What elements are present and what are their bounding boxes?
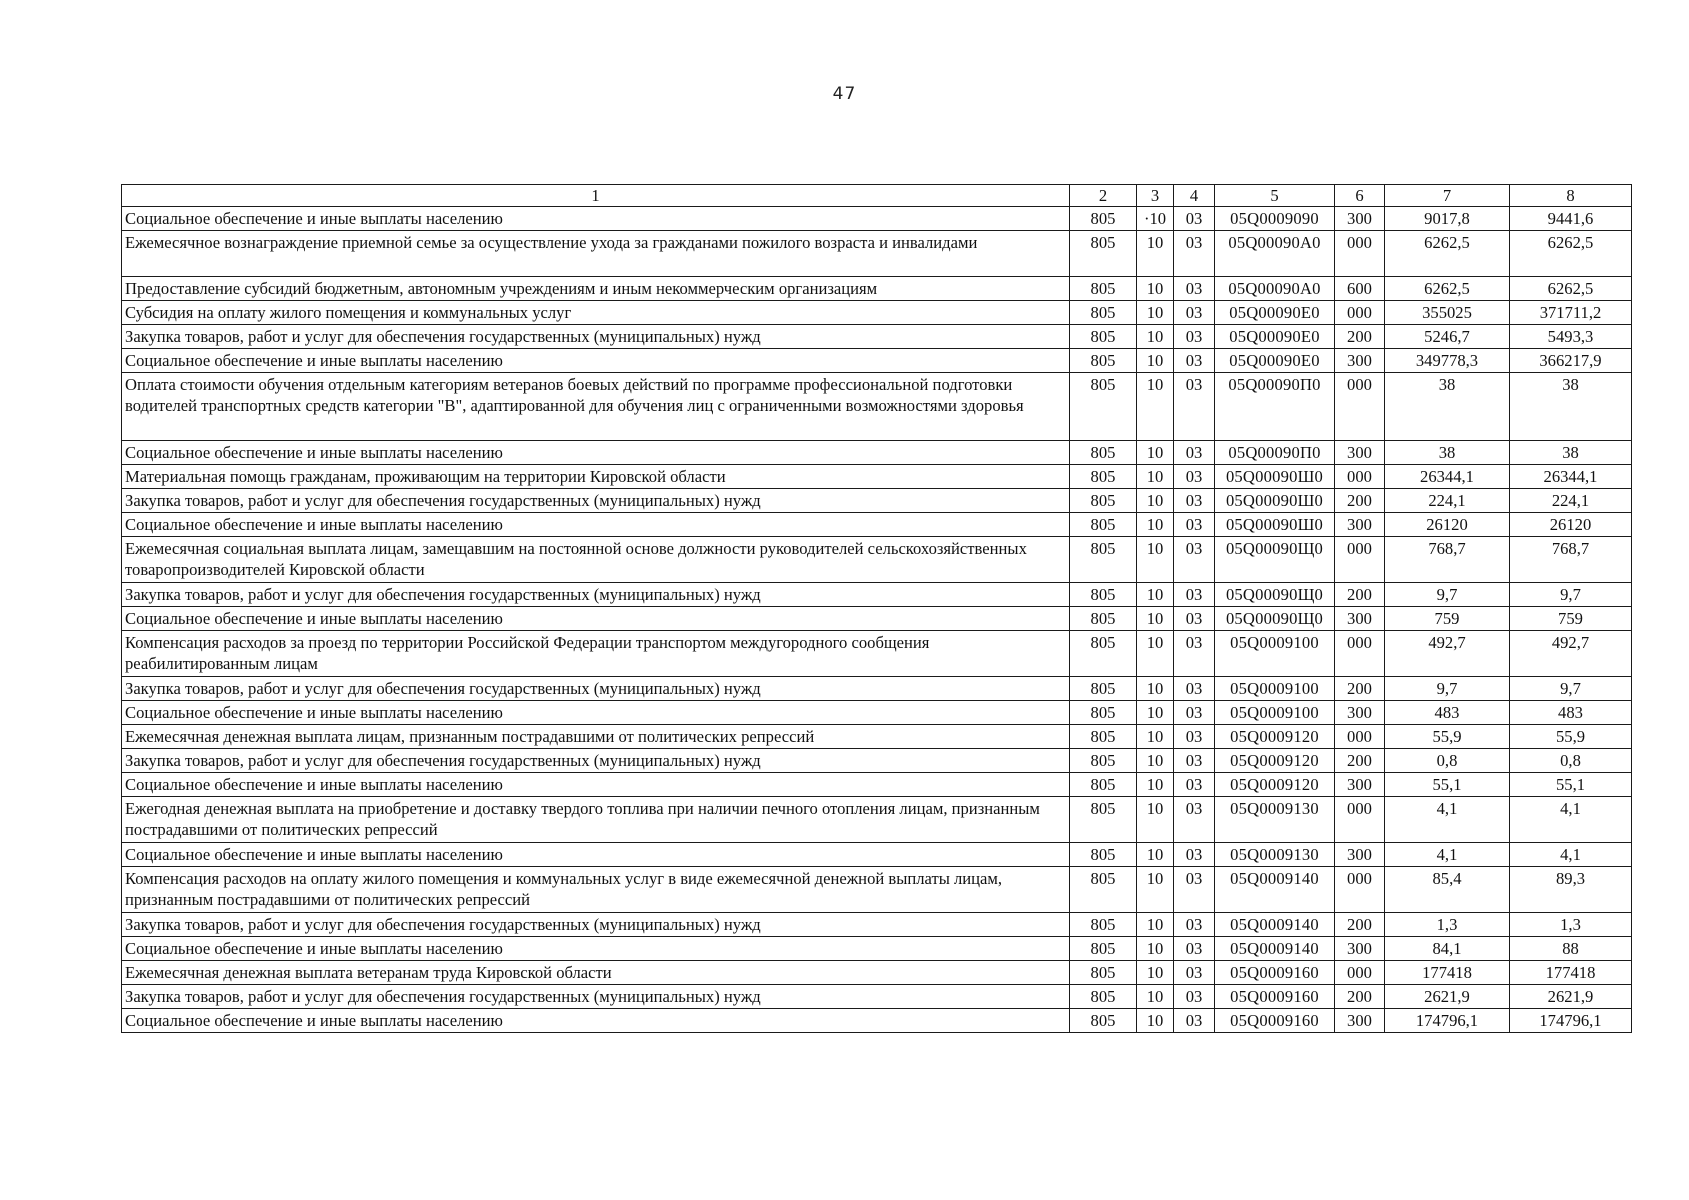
column-header: 2 [1070,185,1137,207]
cell-ministry-code: 805 [1070,797,1137,843]
cell-amount-year-1: 355025 [1385,301,1510,325]
cell-section: ·10 [1137,207,1174,231]
table-row [122,537,1632,583]
cell-amount-year-2: 371711,2 [1510,301,1632,325]
table-row [122,231,1632,277]
cell-ministry-code: 805 [1070,465,1137,489]
cell-target-article: 05Q0009100 [1215,631,1335,677]
cell-expense-type: 000 [1335,231,1385,277]
cell-amount-year-2: 89,3 [1510,867,1632,913]
cell-amount-year-1: 85,4 [1385,867,1510,913]
table-body [122,207,1632,1033]
cell-target-article: 05Q0009140 [1215,867,1335,913]
cell-amount-year-1: 492,7 [1385,631,1510,677]
cell-description: Социальное обеспечение и иные выплаты населению [122,937,1070,961]
cell-description: Закупка товаров, работ и услуг для обеспечения государственных (муниципальных) нужд [122,749,1070,773]
cell-amount-year-1: 4,1 [1385,843,1510,867]
cell-amount-year-1: 1,3 [1385,913,1510,937]
cell-expense-type: 200 [1335,677,1385,701]
cell-ministry-code: 805 [1070,489,1137,513]
cell-amount-year-1: 26344,1 [1385,465,1510,489]
cell-description: Закупка товаров, работ и услуг для обеспечения государственных (муниципальных) нужд [122,677,1070,701]
cell-amount-year-2: 4,1 [1510,797,1632,843]
table-row [122,441,1632,465]
cell-amount-year-1: 759 [1385,607,1510,631]
cell-subsection: 03 [1174,489,1215,513]
cell-amount-year-2: 6262,5 [1510,231,1632,277]
cell-section: 10 [1137,843,1174,867]
cell-ministry-code: 805 [1070,867,1137,913]
cell-description: Ежемесячная социальная выплата лицам, замещавшим на постоянной основе должности руководителей сельскохозяйственных товаропроизводителей Кировской области [122,537,1070,583]
cell-target-article: 05Q0009140 [1215,937,1335,961]
cell-description: Закупка товаров, работ и услуг для обеспечения государственных (муниципальных) нужд [122,583,1070,607]
cell-target-article: 05Q00090Щ0 [1215,607,1335,631]
table-row [122,773,1632,797]
cell-subsection: 03 [1174,465,1215,489]
cell-amount-year-1: 9,7 [1385,677,1510,701]
cell-ministry-code: 805 [1070,961,1137,985]
cell-description: Компенсация расходов за проезд по территории Российской Федерации транспортом междугородного сообщения реабилитированным лицам [122,631,1070,677]
column-header: 5 [1215,185,1335,207]
cell-amount-year-1: 6262,5 [1385,277,1510,301]
column-header: 8 [1510,185,1632,207]
cell-expense-type: 200 [1335,985,1385,1009]
cell-ministry-code: 805 [1070,325,1137,349]
table-row [122,677,1632,701]
cell-description: Оплата стоимости обучения отдельным категориям ветеранов боевых действий по программе профессиональной подготовки водителей транспортных средств категории "В", адаптированной для обучения лиц с ограниченными возможностями здоровья [122,373,1070,441]
cell-expense-type: 300 [1335,937,1385,961]
cell-ministry-code: 805 [1070,677,1137,701]
cell-section: 10 [1137,231,1174,277]
cell-ministry-code: 805 [1070,301,1137,325]
cell-subsection: 03 [1174,749,1215,773]
cell-amount-year-2: 9,7 [1510,583,1632,607]
table-row [122,207,1632,231]
column-header: 3 [1137,185,1174,207]
cell-amount-year-2: 9441,6 [1510,207,1632,231]
cell-section: 10 [1137,607,1174,631]
cell-description: Закупка товаров, работ и услуг для обеспечения государственных (муниципальных) нужд [122,325,1070,349]
table-row [122,631,1632,677]
cell-amount-year-1: 6262,5 [1385,231,1510,277]
cell-expense-type: 600 [1335,277,1385,301]
cell-amount-year-2: 55,9 [1510,725,1632,749]
table-row [122,985,1632,1009]
cell-target-article: 05Q0009120 [1215,725,1335,749]
cell-amount-year-2: 26344,1 [1510,465,1632,489]
cell-section: 10 [1137,489,1174,513]
cell-expense-type: 000 [1335,867,1385,913]
table-row [122,465,1632,489]
cell-amount-year-2: 38 [1510,373,1632,441]
cell-subsection: 03 [1174,937,1215,961]
cell-target-article: 05Q00090A0 [1215,277,1335,301]
cell-expense-type: 200 [1335,913,1385,937]
cell-amount-year-1: 38 [1385,441,1510,465]
cell-section: 10 [1137,373,1174,441]
table-row [122,301,1632,325]
cell-expense-type: 200 [1335,489,1385,513]
cell-target-article: 05Q0009130 [1215,797,1335,843]
cell-section: 10 [1137,583,1174,607]
table-row [122,325,1632,349]
cell-amount-year-1: 177418 [1385,961,1510,985]
cell-expense-type: 200 [1335,583,1385,607]
cell-section: 10 [1137,937,1174,961]
cell-expense-type: 000 [1335,961,1385,985]
cell-subsection: 03 [1174,277,1215,301]
cell-section: 10 [1137,441,1174,465]
cell-description: Социальное обеспечение и иные выплаты населению [122,441,1070,465]
cell-amount-year-1: 55,9 [1385,725,1510,749]
cell-description: Ежемесячная денежная выплата ветеранам труда Кировской области [122,961,1070,985]
cell-expense-type: 300 [1335,513,1385,537]
cell-amount-year-1: 224,1 [1385,489,1510,513]
cell-description: Закупка товаров, работ и услуг для обеспечения государственных (муниципальных) нужд [122,985,1070,1009]
cell-description: Социальное обеспечение и иные выплаты населению [122,513,1070,537]
page-number: 47 [832,84,857,104]
cell-amount-year-1: 2621,9 [1385,985,1510,1009]
cell-section: 10 [1137,797,1174,843]
table-row [122,489,1632,513]
cell-ministry-code: 805 [1070,207,1137,231]
cell-description: Закупка товаров, работ и услуг для обеспечения государственных (муниципальных) нужд [122,489,1070,513]
cell-section: 10 [1137,1009,1174,1033]
column-header: 7 [1385,185,1510,207]
cell-target-article: 05Q00090Щ0 [1215,583,1335,607]
cell-subsection: 03 [1174,797,1215,843]
cell-ministry-code: 805 [1070,701,1137,725]
cell-ministry-code: 805 [1070,843,1137,867]
cell-target-article: 05Q00090Щ0 [1215,537,1335,583]
cell-section: 10 [1137,631,1174,677]
cell-description: Социальное обеспечение и иные выплаты населению [122,1009,1070,1033]
cell-ministry-code: 805 [1070,277,1137,301]
cell-section: 10 [1137,465,1174,489]
cell-subsection: 03 [1174,301,1215,325]
cell-expense-type: 300 [1335,607,1385,631]
cell-amount-year-2: 1,3 [1510,913,1632,937]
cell-section: 10 [1137,513,1174,537]
cell-amount-year-2: 759 [1510,607,1632,631]
cell-amount-year-1: 768,7 [1385,537,1510,583]
cell-subsection: 03 [1174,349,1215,373]
cell-expense-type: 300 [1335,701,1385,725]
cell-subsection: 03 [1174,701,1215,725]
cell-expense-type: 300 [1335,1009,1385,1033]
cell-subsection: 03 [1174,773,1215,797]
cell-amount-year-2: 177418 [1510,961,1632,985]
cell-expense-type: 000 [1335,301,1385,325]
cell-amount-year-2: 4,1 [1510,843,1632,867]
cell-amount-year-1: 9017,8 [1385,207,1510,231]
cell-section: 10 [1137,349,1174,373]
cell-expense-type: 300 [1335,207,1385,231]
cell-ministry-code: 805 [1070,607,1137,631]
cell-amount-year-1: 26120 [1385,513,1510,537]
cell-expense-type: 000 [1335,797,1385,843]
cell-target-article: 05Q0009140 [1215,913,1335,937]
cell-target-article: 05Q0009090 [1215,207,1335,231]
table-row [122,513,1632,537]
budget-table [121,184,1632,1033]
cell-amount-year-2: 88 [1510,937,1632,961]
cell-description: Субсидия на оплату жилого помещения и коммунальных услуг [122,301,1070,325]
cell-amount-year-2: 6262,5 [1510,277,1632,301]
cell-subsection: 03 [1174,985,1215,1009]
cell-section: 10 [1137,725,1174,749]
cell-target-article: 05Q0009160 [1215,961,1335,985]
cell-amount-year-1: 0,8 [1385,749,1510,773]
table-row [122,583,1632,607]
cell-expense-type: 200 [1335,749,1385,773]
cell-target-article: 05Q0009160 [1215,985,1335,1009]
cell-ministry-code: 805 [1070,537,1137,583]
cell-expense-type: 200 [1335,325,1385,349]
cell-amount-year-1: 55,1 [1385,773,1510,797]
table-row [122,867,1632,913]
cell-target-article: 05Q0009130 [1215,843,1335,867]
cell-amount-year-1: 9,7 [1385,583,1510,607]
cell-amount-year-1: 5246,7 [1385,325,1510,349]
cell-amount-year-1: 4,1 [1385,797,1510,843]
column-header: 1 [122,185,1070,207]
cell-description: Ежегодная денежная выплата на приобретение и доставку твердого топлива при наличии печного отопления лицам, признанным пострадавшими от политических репрессий [122,797,1070,843]
cell-ministry-code: 805 [1070,937,1137,961]
cell-target-article: 05Q00090E0 [1215,301,1335,325]
cell-amount-year-2: 0,8 [1510,749,1632,773]
cell-target-article: 05Q00090П0 [1215,441,1335,465]
cell-subsection: 03 [1174,537,1215,583]
cell-target-article: 05Q0009120 [1215,773,1335,797]
cell-target-article: 05Q0009120 [1215,749,1335,773]
cell-amount-year-1: 349778,3 [1385,349,1510,373]
cell-expense-type: 000 [1335,631,1385,677]
cell-subsection: 03 [1174,843,1215,867]
cell-expense-type: 000 [1335,465,1385,489]
cell-amount-year-1: 38 [1385,373,1510,441]
cell-amount-year-2: 366217,9 [1510,349,1632,373]
cell-target-article: 05Q0009100 [1215,701,1335,725]
cell-section: 10 [1137,773,1174,797]
cell-section: 10 [1137,701,1174,725]
cell-amount-year-2: 2621,9 [1510,985,1632,1009]
cell-expense-type: 000 [1335,537,1385,583]
table-row [122,277,1632,301]
cell-expense-type: 300 [1335,349,1385,373]
table-row [122,1009,1632,1033]
cell-subsection: 03 [1174,583,1215,607]
column-header: 4 [1174,185,1215,207]
cell-expense-type: 300 [1335,441,1385,465]
cell-target-article: 05Q00090E0 [1215,349,1335,373]
cell-subsection: 03 [1174,961,1215,985]
cell-subsection: 03 [1174,207,1215,231]
cell-subsection: 03 [1174,513,1215,537]
cell-amount-year-2: 224,1 [1510,489,1632,513]
cell-ministry-code: 805 [1070,583,1137,607]
cell-amount-year-2: 174796,1 [1510,1009,1632,1033]
cell-subsection: 03 [1174,441,1215,465]
cell-ministry-code: 805 [1070,349,1137,373]
cell-section: 10 [1137,961,1174,985]
cell-subsection: 03 [1174,867,1215,913]
table-row [122,607,1632,631]
table-row [122,749,1632,773]
cell-amount-year-2: 55,1 [1510,773,1632,797]
cell-section: 10 [1137,301,1174,325]
table-row [122,937,1632,961]
cell-target-article: 05Q00090Ш0 [1215,513,1335,537]
cell-amount-year-2: 38 [1510,441,1632,465]
table-row [122,373,1632,441]
cell-description: Социальное обеспечение и иные выплаты населению [122,349,1070,373]
cell-ministry-code: 805 [1070,373,1137,441]
cell-description: Материальная помощь гражданам, проживающим на территории Кировской области [122,465,1070,489]
cell-expense-type: 000 [1335,373,1385,441]
cell-ministry-code: 805 [1070,985,1137,1009]
cell-ministry-code: 805 [1070,231,1137,277]
table-row [122,843,1632,867]
cell-ministry-code: 805 [1070,631,1137,677]
cell-section: 10 [1137,537,1174,583]
cell-ministry-code: 805 [1070,513,1137,537]
cell-subsection: 03 [1174,607,1215,631]
cell-ministry-code: 805 [1070,913,1137,937]
cell-ministry-code: 805 [1070,749,1137,773]
cell-target-article: 05Q00090П0 [1215,373,1335,441]
cell-amount-year-2: 768,7 [1510,537,1632,583]
cell-amount-year-1: 84,1 [1385,937,1510,961]
cell-description: Социальное обеспечение и иные выплаты населению [122,701,1070,725]
cell-subsection: 03 [1174,231,1215,277]
cell-section: 10 [1137,985,1174,1009]
cell-ministry-code: 805 [1070,773,1137,797]
cell-ministry-code: 805 [1070,441,1137,465]
cell-expense-type: 300 [1335,843,1385,867]
cell-amount-year-2: 483 [1510,701,1632,725]
cell-target-article: 05Q00090Ш0 [1215,489,1335,513]
cell-amount-year-2: 5493,3 [1510,325,1632,349]
cell-description: Социальное обеспечение и иные выплаты населению [122,607,1070,631]
cell-target-article: 05Q00090A0 [1215,231,1335,277]
cell-description: Социальное обеспечение и иные выплаты населению [122,843,1070,867]
cell-ministry-code: 805 [1070,725,1137,749]
cell-subsection: 03 [1174,913,1215,937]
header-row [122,185,1632,207]
table-row [122,701,1632,725]
cell-description: Ежемесячная денежная выплата лицам, признанным пострадавшими от политических репрессий [122,725,1070,749]
table-row [122,797,1632,843]
cell-description: Социальное обеспечение и иные выплаты населению [122,207,1070,231]
cell-description: Социальное обеспечение и иные выплаты населению [122,773,1070,797]
table-row [122,349,1632,373]
cell-subsection: 03 [1174,1009,1215,1033]
cell-target-article: 05Q0009100 [1215,677,1335,701]
column-header: 6 [1335,185,1385,207]
cell-subsection: 03 [1174,373,1215,441]
cell-section: 10 [1137,867,1174,913]
cell-target-article: 05Q00090Ш0 [1215,465,1335,489]
cell-section: 10 [1137,749,1174,773]
cell-amount-year-1: 174796,1 [1385,1009,1510,1033]
cell-subsection: 03 [1174,725,1215,749]
table-row [122,725,1632,749]
cell-subsection: 03 [1174,677,1215,701]
cell-section: 10 [1137,913,1174,937]
cell-subsection: 03 [1174,325,1215,349]
cell-amount-year-2: 26120 [1510,513,1632,537]
cell-ministry-code: 805 [1070,1009,1137,1033]
cell-description: Предоставление субсидий бюджетным, автономным учреждениям и иным некоммерческим организациям [122,277,1070,301]
cell-description: Закупка товаров, работ и услуг для обеспечения государственных (муниципальных) нужд [122,913,1070,937]
table-row [122,913,1632,937]
cell-section: 10 [1137,325,1174,349]
cell-section: 10 [1137,677,1174,701]
cell-subsection: 03 [1174,631,1215,677]
cell-amount-year-1: 483 [1385,701,1510,725]
cell-section: 10 [1137,277,1174,301]
cell-amount-year-2: 9,7 [1510,677,1632,701]
cell-expense-type: 000 [1335,725,1385,749]
table-row [122,961,1632,985]
cell-description: Компенсация расходов на оплату жилого помещения и коммунальных услуг в виде ежемесячной денежной выплаты лицам, признанным пострадавшими от политических репрессий [122,867,1070,913]
cell-amount-year-2: 492,7 [1510,631,1632,677]
cell-target-article: 05Q0009160 [1215,1009,1335,1033]
cell-expense-type: 300 [1335,773,1385,797]
cell-description: Ежемесячное вознаграждение приемной семье за осуществление ухода за гражданами пожилого возраста и инвалидами [122,231,1070,277]
cell-target-article: 05Q00090E0 [1215,325,1335,349]
